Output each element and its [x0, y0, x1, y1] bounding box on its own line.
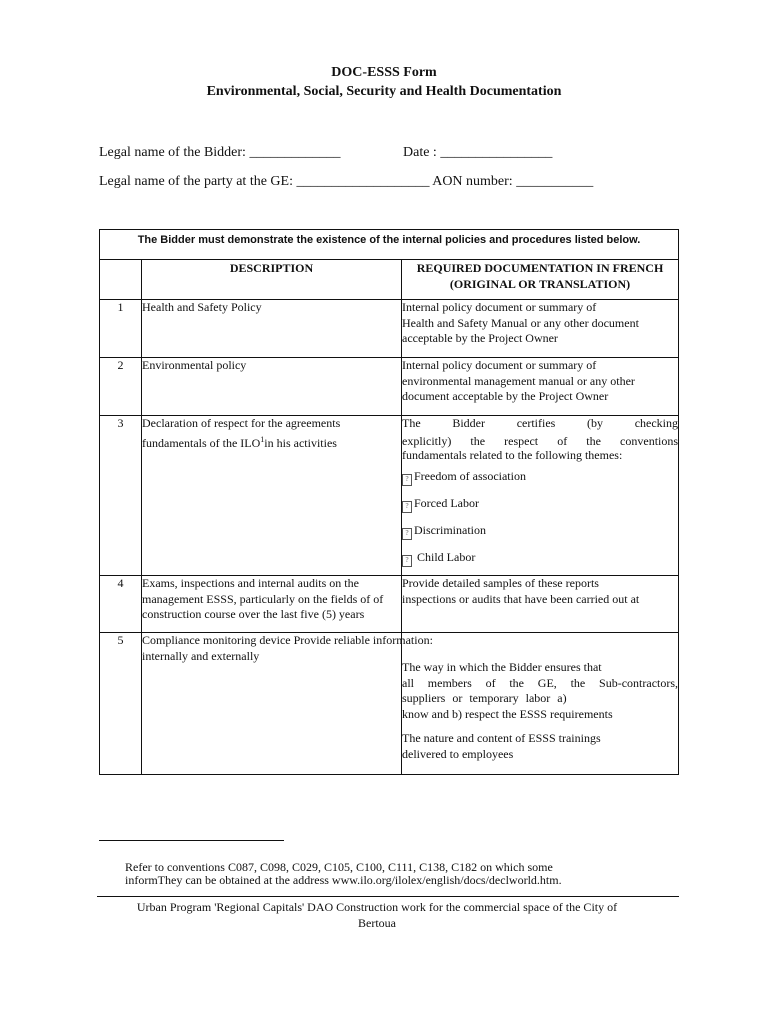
form-title: DOC-ESSS Form	[331, 65, 437, 80]
table-row	[100, 300, 679, 358]
table-row	[100, 633, 679, 775]
row-description: Environmental policy	[142, 358, 402, 416]
header-description: DESCRIPTION	[142, 260, 402, 300]
row-required-doc: Provide detailed samples of these reports inspections or audits that have been carried out at	[402, 576, 679, 633]
table-row	[100, 358, 679, 416]
header-required-documentation: REQUIRED DOCUMENTATION IN FRENCH (ORIGINAL OR TRANSLATION)	[402, 260, 679, 300]
row-description: Compliance monitoring device Provide reliable information: internally and externally	[142, 633, 402, 775]
theme-item: ? Child Labor	[402, 550, 678, 567]
form-subtitle: Environmental, Social, Security and Health Documentation	[206, 84, 562, 99]
requirements-table	[99, 229, 679, 775]
theme-item: ? Forced Labor	[402, 496, 678, 513]
date-field: Date : ________________	[403, 145, 553, 160]
row-description: Exams, inspections and internal audits on the management ESSS, particularly on the fields of of construction course over the last five (5) years	[142, 576, 402, 633]
row-required-doc: The Bidder certifies (by checking explicitly) the respect of the conventions fundamentals related to the following themes: ? Freedom of association ? Forced Labor ? Discrimination ? Child Labor	[402, 416, 679, 576]
row-number: 4	[100, 576, 142, 633]
table-row	[100, 576, 679, 633]
header-number	[100, 260, 142, 300]
row-description: Health and Safety Policy	[142, 300, 402, 358]
theme-item: ? Freedom of association	[402, 469, 678, 486]
checkbox-icon[interactable]: ?	[402, 501, 412, 513]
footnote: Refer to conventions C087, C098, C029, C105, C100, C111, C138, C182 on which some informThey can be obtained at the address www.ilo.org/ilolex/english/docs/declworld.htm.	[125, 860, 562, 887]
checkbox-icon[interactable]: ?	[402, 555, 412, 567]
row-required-doc: The way in which the Bidder ensures that all members of the GE, the Sub-contractors, suppliers or temporary labor a) know and b) respect the ESSS requirements The nature and content of ESSS trainings delivered to employees	[402, 633, 679, 775]
checkbox-icon[interactable]: ?	[402, 474, 412, 486]
page-footer: Urban Program 'Regional Capitals' DAO Construction work for the commercial space of the City of Bertoua	[136, 900, 618, 930]
table-intro: The Bidder must demonstrate the existence of the internal policies and procedures listed below.	[100, 230, 679, 260]
theme-item: ? Discrimination	[402, 523, 678, 540]
table-header-row	[100, 260, 679, 300]
table-row	[100, 416, 679, 576]
row-number: 1	[100, 300, 142, 358]
row-number: 2	[100, 358, 142, 416]
row-description: Declaration of respect for the agreements fundamentals of the ILO$^1$in his activities	[142, 416, 402, 576]
row-number: 3	[100, 416, 142, 576]
footer-divider	[97, 896, 679, 897]
bidder-name-field: Legal name of the Bidder: _____________	[99, 145, 341, 160]
row-number: 5	[100, 633, 142, 775]
row-required-doc: Internal policy document or summary of environmental management manual or any other document acceptable by the Project Owner	[402, 358, 679, 416]
footnote-divider	[99, 840, 284, 841]
checkbox-icon[interactable]: ?	[402, 528, 412, 540]
row-required-doc: Internal policy document or summary of Health and Safety Manual or any other document acceptable by the Project Owner	[402, 300, 679, 358]
party-name-aon-field: Legal name of the party at the GE: ___________________ AON number: ___________	[99, 174, 594, 189]
